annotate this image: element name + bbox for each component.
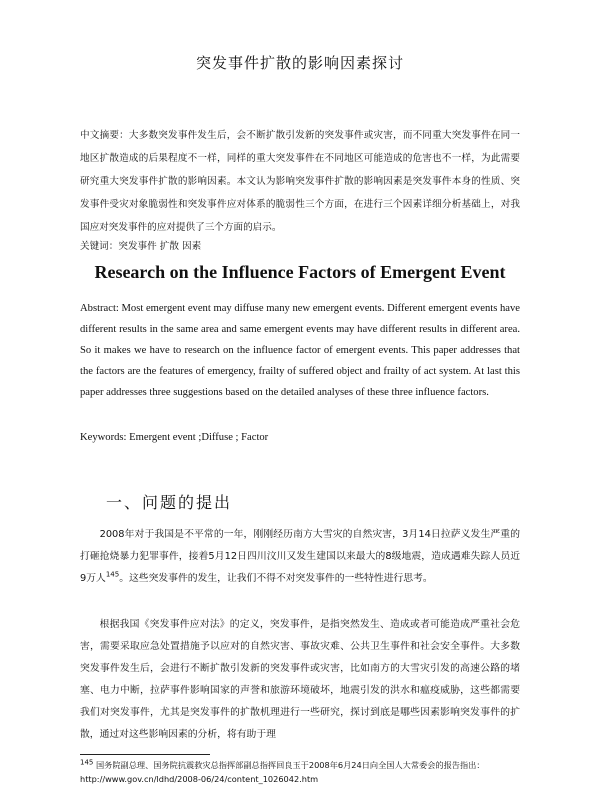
footnote-text: 国务院副总理、国务院抗震救灾总指挥部副总指挥回良玉于2008年6月24日向全国人大常委会的报告指出：http://www.gov.cn/ldhd/2008-06/24/content_1026042.htm [80, 760, 485, 784]
chinese-keywords [80, 238, 520, 252]
english-title: Research on the Influence Factors of Emergent Event [94, 262, 506, 282]
chinese-abstract-text: 大多数突发事件发生后，会不断扩散引发新的突发事件或灾害，而不同重大突发事件在同一地区扩散造成的后果程度不一样，同样的重大突发事件在不同地区可能造成的危害也不一样，为此需要研究重大突发事件扩散的影响因素。本文认为影响突发事件扩散的影响因素是突发事件本身的性质、突发事件受灾对象脆弱性和突发事件应对体系的脆弱性三个方面，在进行三个因素详细分析基础上，对我国应对突发事件的应对提供了三个方面的启示。 [80, 130, 521, 233]
english-keywords-label: Keywords: [80, 432, 127, 443]
english-abstract-text: Most emergent event may diffuse many new emergent events. Different emergent events have different results in the same area and same emergent events may have different results in different area. So it makes we have to research on the influence factor of emergent events. This paper addresses that the factors are the features of emergency, frailty of suffered object and frailty of act system. At last this paper addresses three suggestions based on the detailed analyses of these three influence factors. [80, 303, 520, 398]
footnote-marker[interactable]: 145 [105, 570, 120, 579]
section-heading: 一、问题的提出 [106, 493, 233, 512]
paragraph-1-text-after: 。这些突发事件的发生，让我们不得不对突发事件的一些特性进行思考。 [119, 573, 433, 584]
english-abstract-label: Abstract: [80, 303, 119, 314]
body-paragraph-1 [80, 524, 520, 590]
footnote-number: 145 [80, 758, 94, 767]
english-keywords-text: Emergent event ;Diffuse ; Factor [129, 432, 269, 443]
chinese-keywords-text: 突发事件 扩散 因素 [118, 241, 202, 252]
chinese-abstract-label: 中文摘要： [80, 130, 129, 141]
chinese-keywords-label: 关键词： [80, 241, 119, 252]
footnote-divider [80, 754, 210, 755]
english-abstract [80, 298, 520, 403]
body-paragraph-2: 根据我国《突发事件应对法》的定义，突发事件，是指突然发生、造成或者可能造成严重社会危害，需要采取应急处置措施予以应对的自然灾害、事故灾难、公共卫生事件和社会安全事件。大多数突发事件发生后，会进行不断扩散引发新的突发事件或灾害，比如南方的大雪灾引发的高速公路的堵塞、电力中断，拉萨事件影响国家的声誉和旅游环境破坏，地震引发的洪水和瘟疫威胁，这些都需要我们对突发事件，尤其是突发事件的扩散机理进行一些研究，探讨到底是哪些因素影响突发事件的扩散，通过对这些影响因素的分析，将有助于理 [80, 619, 520, 740]
english-keywords [80, 432, 520, 443]
footnote [80, 758, 520, 786]
chinese-title: 突发事件扩散的影响因素探讨 [195, 54, 404, 72]
chinese-abstract [80, 124, 520, 239]
paragraph-1-text-before: 2008年对于我国是不平常的一年，刚刚经历南方大雪灾的自然灾害，3月14日拉萨义发生严重的打砸抢烧暴力犯罪事件，接着5月12日四川汶川又发生建国以来最大的8级地震，造成遇难失踪人员近9万人 [80, 529, 520, 584]
